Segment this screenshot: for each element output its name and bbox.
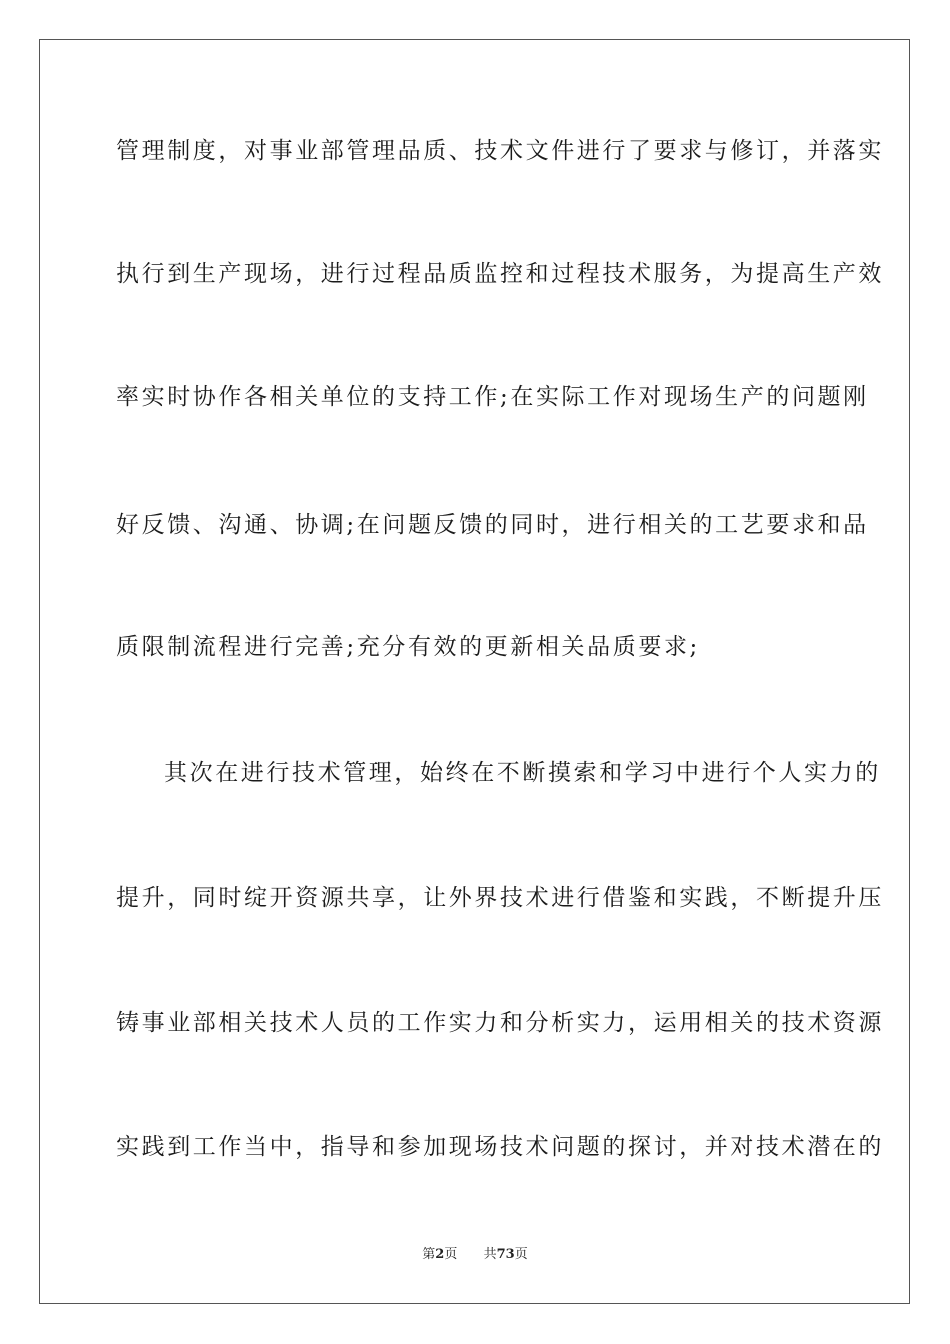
page-number: 2 — [435, 1247, 445, 1262]
total-pages: 73 — [496, 1247, 515, 1262]
page-border — [39, 39, 910, 1304]
text-line: 管理制度，对事业部管理品质、技术文件进行了要求与修订，并落实 — [116, 138, 884, 164]
page-footer — [0, 1246, 950, 1264]
text-line: 提升，同时绽开资源共享，让外界技术进行借鉴和实践，不断提升压 — [116, 885, 884, 911]
total-prefix: 共 — [483, 1247, 497, 1262]
text-line: 好反馈、沟通、协调;在问题反馈的同时，进行相关的工艺要求和品 — [116, 512, 869, 538]
text-line: 其次在进行技术管理，始终在不断摸索和学习中进行个人实力的 — [164, 760, 881, 786]
page-prefix: 第 — [422, 1247, 436, 1262]
text-line: 率实时协作各相关单位的支持工作;在实际工作对现场生产的问题刚 — [116, 384, 869, 410]
text-line: 实践到工作当中，指导和参加现场技术问题的探讨，并对技术潜在的 — [116, 1134, 884, 1160]
page-suffix: 页 — [444, 1247, 458, 1262]
text-line: 执行到生产现场，进行过程品质监控和过程技术服务，为提高生产效 — [116, 261, 884, 287]
total-suffix: 页 — [514, 1247, 528, 1262]
text-line: 铸事业部相关技术人员的工作实力和分析实力，运用相关的技术资源 — [116, 1010, 884, 1036]
text-line: 质限制流程进行完善;充分有效的更新相关品质要求; — [116, 634, 700, 660]
